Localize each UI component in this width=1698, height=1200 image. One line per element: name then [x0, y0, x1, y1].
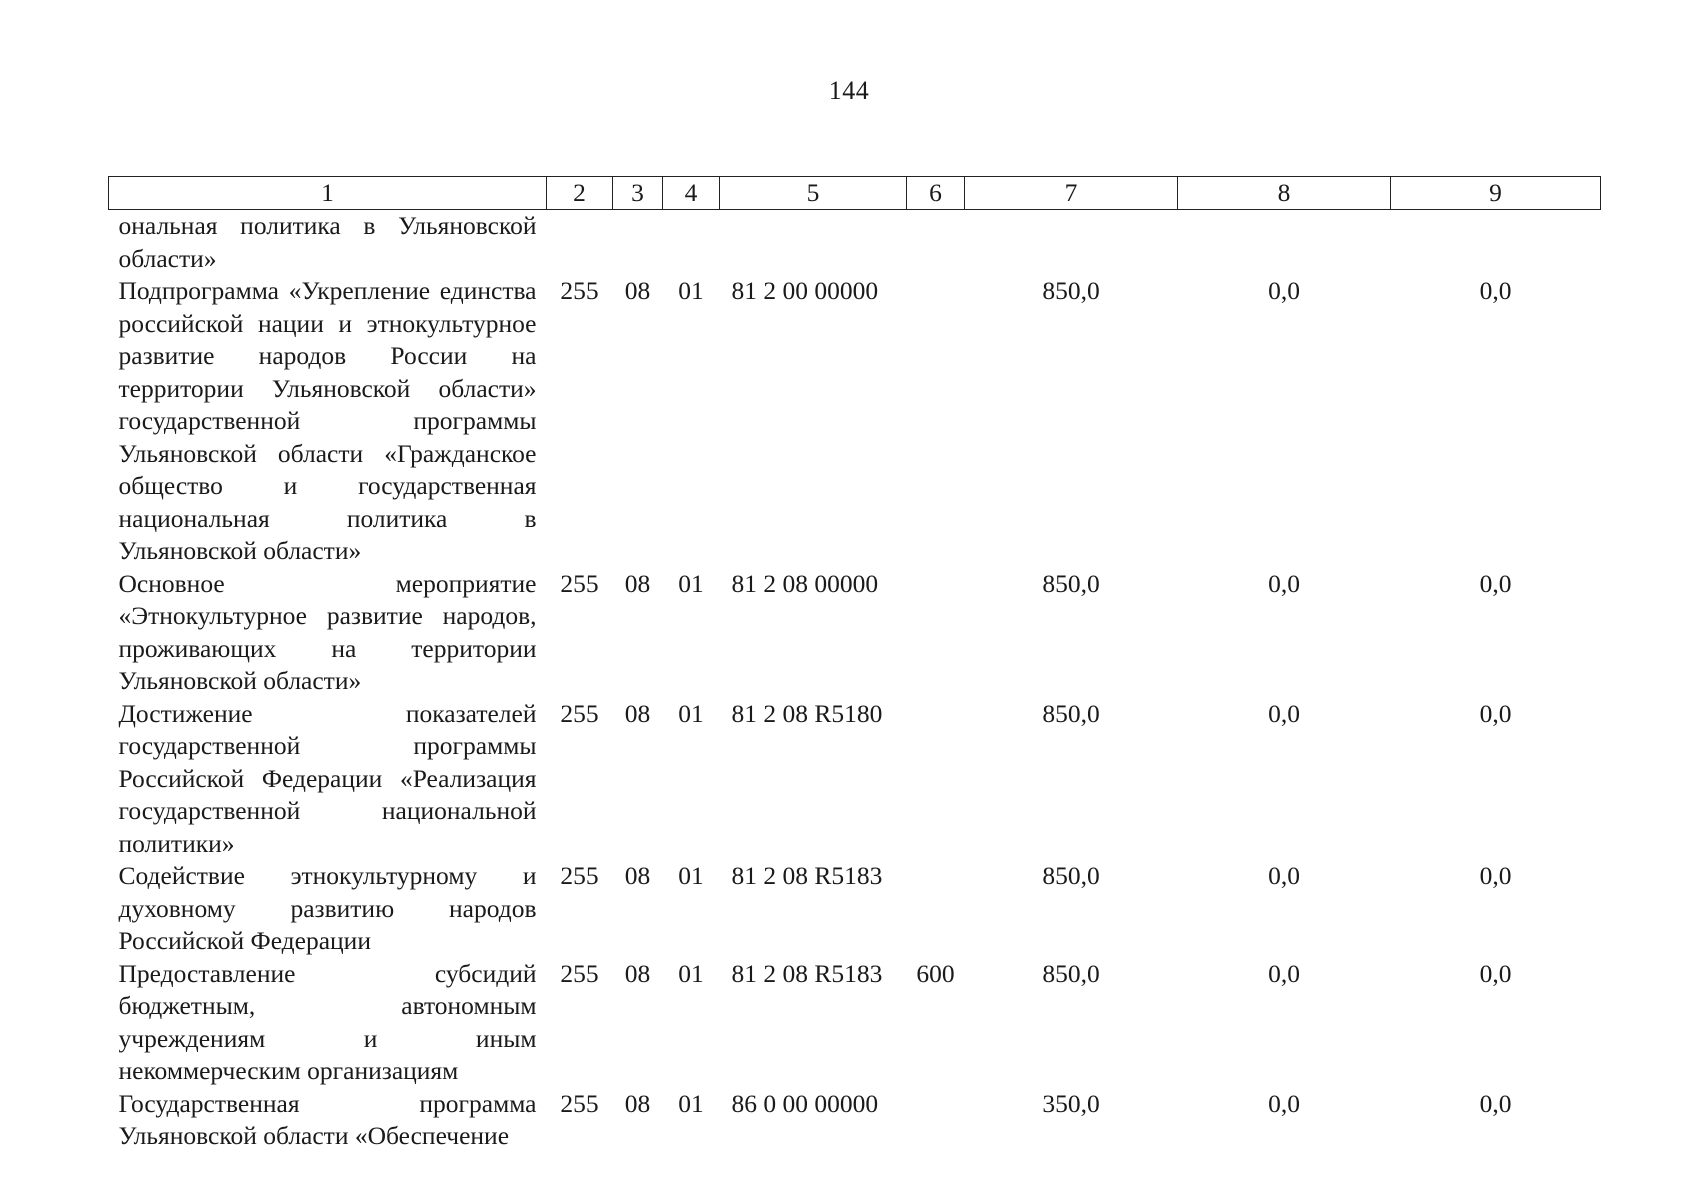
- row-col-4: 01: [678, 276, 704, 305]
- row-name: Государственная программа Ульяновской области «Обеспечение: [118, 1088, 537, 1150]
- row-col-4: 01: [678, 1088, 704, 1118]
- row-col-2: 255: [560, 958, 599, 988]
- row-col-8: 0,0: [1268, 958, 1300, 988]
- row-col-4: 01: [678, 698, 704, 728]
- row-col-4: 01: [678, 958, 704, 988]
- row-col-8: 0,0: [1268, 1088, 1300, 1118]
- page-number: 144: [828, 76, 870, 105]
- row-col-3: 08: [624, 861, 651, 890]
- row-col-6: [907, 860, 965, 958]
- table-row: [109, 1088, 1601, 1153]
- table-row: [109, 958, 1601, 1088]
- row-name: Предоставление субсидий бюджетным, автономным учреждениям и иным некоммерческим организациям: [118, 958, 537, 1085]
- row-name: Достижение показателей государственной программы Российской Федерации «Реализация государственной национальной политики»: [118, 698, 537, 858]
- row-col-5: 86 0 00 00000: [731, 1088, 879, 1118]
- row-col-5: 81 2 00 00000: [731, 276, 879, 305]
- header-col-8: 8: [1178, 177, 1391, 210]
- header-col-9: 9: [1391, 177, 1601, 210]
- table-row: [109, 210, 1601, 276]
- row-col-9: 0,0: [1479, 958, 1512, 988]
- row-col-7: 850,0: [1042, 958, 1100, 988]
- row-col-8: [1178, 210, 1391, 276]
- header-col-3: 3: [613, 177, 663, 210]
- header-row: [109, 177, 1601, 210]
- row-col-2: [547, 210, 613, 276]
- table-row: [109, 860, 1601, 958]
- row-col-9: 0,0: [1479, 861, 1512, 890]
- row-col-7: 350,0: [1042, 1088, 1100, 1118]
- row-col-9: 0,0: [1479, 698, 1512, 728]
- row-col-6: 600: [916, 958, 955, 988]
- row-col-7: 850,0: [1042, 276, 1100, 305]
- row-col-6: [907, 210, 965, 276]
- row-name: Содействие этнокультурному и духовному развитию народов Российской Федерации: [118, 861, 537, 955]
- row-col-4: 01: [678, 861, 704, 890]
- table-row: [109, 275, 1601, 568]
- row-col-7: 850,0: [1042, 568, 1100, 598]
- row-col-4: [663, 210, 720, 276]
- row-col-8: 0,0: [1268, 276, 1300, 305]
- table-body: [109, 210, 1601, 1153]
- row-col-2: 255: [560, 276, 599, 305]
- header-col-7: 7: [965, 177, 1178, 210]
- row-col-2: 255: [560, 861, 599, 890]
- row-col-6: [907, 1088, 965, 1153]
- row-col-5: 81 2 08 00000: [731, 568, 879, 598]
- row-col-5: [720, 210, 907, 276]
- row-name: Подпрограмма «Укрепление единства российской нации и этнокультурное развитие народов России на территории Ульяновской области» государственной программы Ульяновской области «Гражданское общество и государственная национальная политика в Ульяновской области»: [118, 276, 537, 565]
- row-col-4: 01: [678, 568, 704, 598]
- row-col-3: 08: [624, 958, 651, 988]
- row-col-3: [613, 210, 663, 276]
- row-col-2: 255: [560, 698, 599, 728]
- row-col-8: 0,0: [1268, 698, 1300, 728]
- row-col-9: 0,0: [1479, 276, 1512, 305]
- table-header: [109, 177, 1601, 210]
- row-col-2: 255: [560, 1088, 599, 1118]
- row-col-5: 81 2 08 R5183: [731, 958, 883, 988]
- row-col-2: 255: [560, 568, 599, 598]
- row-col-7: [965, 210, 1178, 276]
- row-col-5: 81 2 08 R5183: [731, 861, 883, 890]
- header-col-6: 6: [907, 177, 965, 210]
- header-col-4: 4: [663, 177, 720, 210]
- header-col-2: 2: [547, 177, 613, 210]
- header-col-1: 1: [109, 177, 547, 210]
- row-col-6: [907, 275, 965, 568]
- table-row: [109, 568, 1601, 698]
- header-col-5: 5: [720, 177, 907, 210]
- row-col-7: 850,0: [1042, 698, 1100, 728]
- row-name: ональная политика в Ульяновской области»: [118, 211, 537, 273]
- row-col-3: 08: [624, 276, 651, 305]
- row-col-6: [907, 698, 965, 861]
- row-col-9: [1391, 210, 1601, 276]
- row-col-7: 850,0: [1042, 861, 1100, 890]
- row-col-8: 0,0: [1268, 861, 1300, 890]
- row-col-3: 08: [624, 1088, 651, 1118]
- row-col-9: 0,0: [1479, 1088, 1512, 1118]
- row-col-8: 0,0: [1268, 568, 1300, 598]
- budget-table: [108, 176, 1601, 1153]
- row-name: Основное мероприятие «Этнокультурное развитие народов, проживающих на территории Ульяновской области»: [118, 568, 537, 695]
- row-col-3: 08: [624, 568, 651, 598]
- row-col-5: 81 2 08 R5180: [731, 698, 883, 728]
- table-row: [109, 698, 1601, 861]
- row-col-6: [907, 568, 965, 698]
- row-col-9: 0,0: [1479, 568, 1512, 598]
- row-col-3: 08: [624, 698, 651, 728]
